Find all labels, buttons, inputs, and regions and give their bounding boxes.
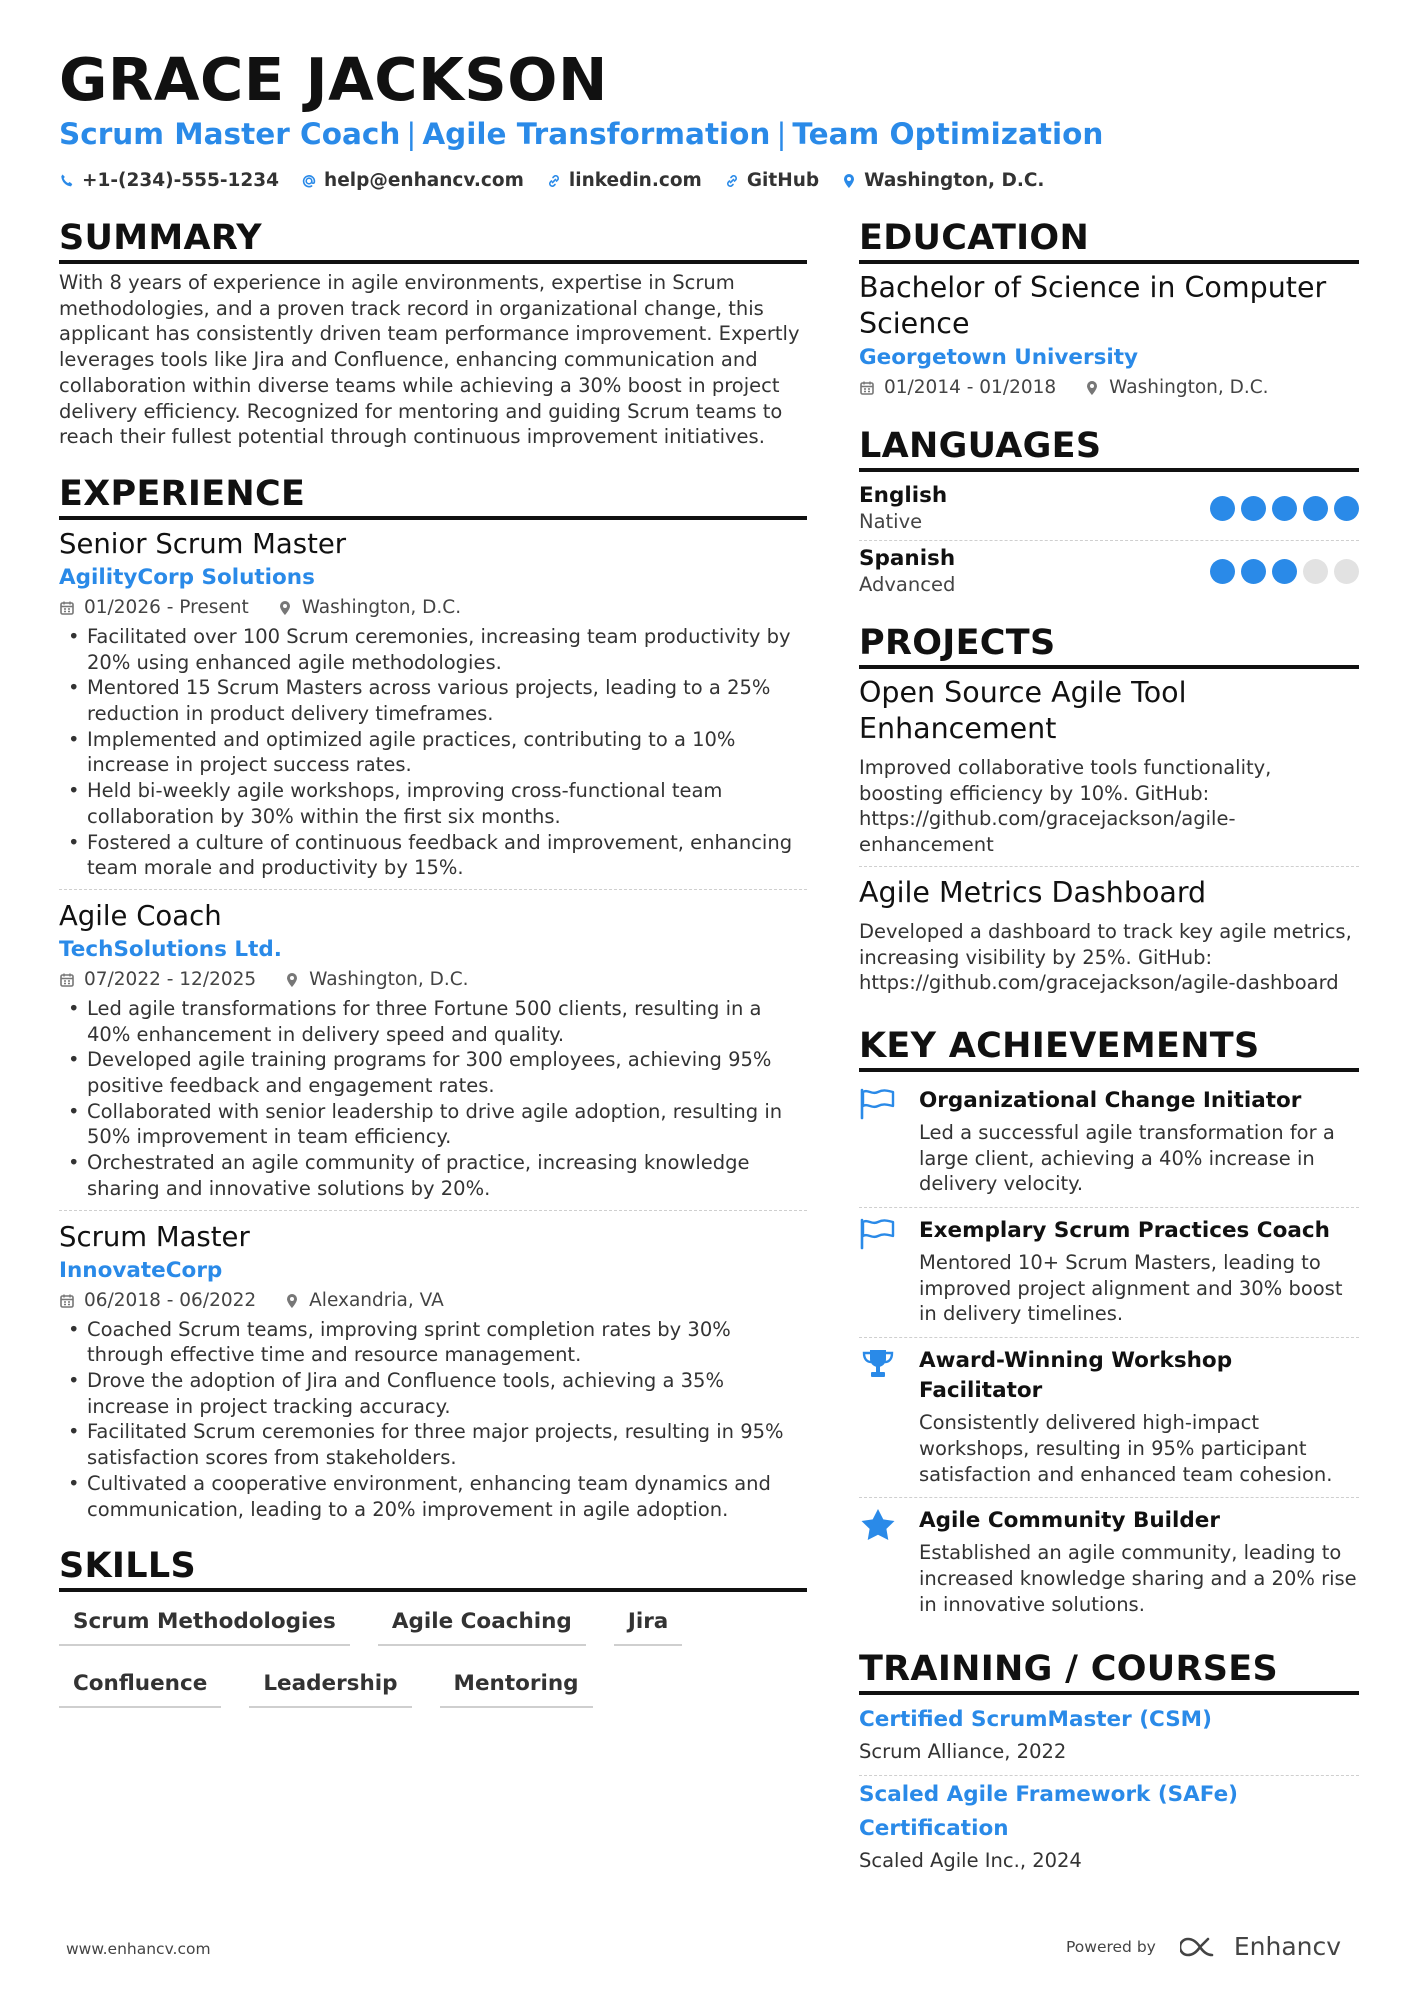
- skill-tag: Confluence: [59, 1664, 221, 1708]
- location-pin-icon: [1084, 380, 1100, 396]
- flag-icon: [859, 1086, 899, 1120]
- skill-tag: Mentoring: [440, 1664, 593, 1708]
- achievement-title: Organizational Change Initiator: [919, 1087, 1302, 1113]
- education-degree: Bachelor of Science in Computer Science: [859, 271, 1327, 340]
- at-icon: [301, 173, 317, 189]
- language-rating: [1210, 496, 1359, 521]
- candidate-title: [59, 114, 1103, 154]
- job-location-text: Alexandria, VA: [309, 1289, 444, 1311]
- contact-list: [59, 168, 1044, 194]
- projects-section: [859, 621, 1359, 1004]
- achievements-section: [859, 1024, 1359, 1627]
- training-heading: TRAINING / COURSES: [859, 1647, 1359, 1695]
- project-description: Developed a dashboard to track key agile metrics, increasing visibility by 25%. GitHub: https://github.com/gracejackson/agile-dashboard: [859, 919, 1352, 995]
- phone-icon: [59, 173, 75, 189]
- calendar-icon: [859, 380, 875, 396]
- title-part: Agile Transformation: [422, 117, 771, 151]
- projects-heading: PROJECTS: [859, 621, 1359, 669]
- job-bullet: • Facilitated Scrum ceremonies for three major projects, resulting in 95% satisfaction scores from stakeholders.: [59, 1419, 807, 1470]
- job-company: InnovateCorp: [59, 1257, 223, 1283]
- achievement-body: [919, 1086, 1359, 1197]
- job-bullet: • Coached Scrum teams, improving sprint completion rates by 30% through effective time and resource management.: [59, 1317, 807, 1368]
- job-bullet: • Fostered a culture of continuous feedback and improvement, enhancing team morale and productivity by 15%.: [59, 830, 807, 881]
- job-meta: [59, 594, 807, 622]
- brand-logo[interactable]: [1180, 1932, 1341, 1961]
- skill-tag: Scrum Methodologies: [59, 1602, 350, 1646]
- language-row: [859, 541, 1359, 603]
- job-location: [284, 966, 468, 994]
- skill-tag: Jira: [614, 1602, 682, 1646]
- job-title: Senior Scrum Master: [59, 527, 347, 560]
- job-dates: [59, 966, 256, 994]
- job-bullet: • Led agile transformations for three Fortune 500 clients, resulting in a 40% enhancement in delivery speed and quality.: [59, 996, 807, 1047]
- course-org: Scrum Alliance, 2022: [859, 1740, 1067, 1764]
- job-bullets: [59, 1317, 807, 1523]
- language-rating: [1210, 559, 1359, 584]
- left-column: [59, 216, 807, 1708]
- contact-linkedin[interactable]: [546, 168, 702, 194]
- education-location: [1084, 374, 1268, 402]
- achievement-entry: [859, 1208, 1359, 1338]
- achievement-body: [919, 1506, 1359, 1617]
- calendar-icon: [59, 600, 75, 616]
- skills-section: [59, 1544, 807, 1708]
- job-bullet: • Collaborated with senior leadership to drive agile adoption, resulting in 50% improvement in team efficiency.: [59, 1099, 807, 1150]
- trophy-icon: [859, 1346, 899, 1380]
- contact-location: [841, 168, 1044, 194]
- achievement-description: Consistently delivered high-impact workshops, resulting in 95% participant satisfaction and enhanced team cohesion.: [919, 1411, 1333, 1486]
- education-heading: EDUCATION: [859, 216, 1359, 264]
- calendar-icon: [59, 972, 75, 988]
- job-location: [284, 1287, 444, 1315]
- rating-dot-filled: [1210, 496, 1235, 521]
- title-separator: |: [406, 117, 417, 151]
- job-bullets: [59, 624, 807, 881]
- language-info: [859, 545, 955, 597]
- course-name: Certified ScrumMaster (CSM): [859, 1707, 1212, 1733]
- enhancv-logo-icon: [1180, 1935, 1226, 1959]
- rating-dot-filled: [1303, 496, 1328, 521]
- right-column: [859, 216, 1359, 1884]
- achievement-title: Agile Community Builder: [919, 1508, 1220, 1534]
- job-entry: [59, 898, 807, 1211]
- achievement-description: Mentored 10+ Scrum Masters, leading to improved project alignment and 30% boost in delivery timelines.: [919, 1251, 1343, 1326]
- job-bullet: • Mentored 15 Scrum Masters across various projects, leading to a 25% reduction in product delivery timeframes.: [59, 675, 807, 726]
- course-org: Scaled Agile Inc., 2024: [859, 1849, 1082, 1873]
- brand-name: Enhancv: [1233, 1932, 1342, 1961]
- rating-dot-filled: [1272, 559, 1297, 584]
- contact-phone-text: +1-(234)-555-1234: [82, 170, 280, 191]
- location-pin-icon: [277, 600, 293, 616]
- languages-heading: LANGUAGES: [859, 424, 1359, 472]
- language-name: Spanish: [859, 546, 956, 571]
- rating-dot-filled: [1210, 559, 1235, 584]
- education-meta: [859, 374, 1359, 402]
- language-level: Advanced: [859, 573, 956, 596]
- job-company: TechSolutions Ltd.: [59, 936, 282, 962]
- language-name: English: [859, 483, 948, 508]
- rating-dot-filled: [1241, 496, 1266, 521]
- job-bullet: • Held bi-weekly agile workshops, improving cross-functional team collaboration by 30% within the first six months.: [59, 778, 807, 829]
- rating-dot-empty: [1303, 559, 1328, 584]
- project-title: Open Source Agile Tool Enhancement: [859, 676, 1187, 745]
- skill-tag: Leadership: [249, 1664, 411, 1708]
- contact-linkedin-text: linkedin.com: [568, 170, 702, 191]
- experience-section: [59, 472, 807, 1530]
- education-section: [859, 216, 1359, 402]
- achievement-entry: [859, 1078, 1359, 1208]
- languages-section: [859, 424, 1359, 603]
- language-row: [859, 478, 1359, 541]
- skills-list: [59, 1602, 807, 1708]
- achievement-entry: [859, 1338, 1359, 1498]
- job-company: AgilityCorp Solutions: [59, 564, 315, 590]
- rating-dot-filled: [1272, 496, 1297, 521]
- job-title: Agile Coach: [59, 899, 222, 932]
- course-entry: [859, 1776, 1359, 1884]
- achievement-entry: [859, 1498, 1359, 1627]
- achievement-body: [919, 1216, 1359, 1327]
- rating-dot-empty: [1334, 559, 1359, 584]
- title-part: Scrum Master Coach: [59, 117, 401, 151]
- title-separator: |: [776, 117, 787, 151]
- summary-heading: SUMMARY: [59, 216, 807, 264]
- job-meta: [59, 1287, 807, 1315]
- language-info: [859, 482, 947, 534]
- summary-section: [59, 216, 807, 450]
- rating-dot-filled: [1334, 496, 1359, 521]
- star-icon: [859, 1506, 899, 1540]
- job-dates-text: 01/2026 - Present: [84, 596, 249, 618]
- job-entry: [59, 1219, 807, 1531]
- contact-email[interactable]: [301, 168, 524, 194]
- skills-heading: SKILLS: [59, 1544, 807, 1592]
- title-part: Team Optimization: [792, 117, 1104, 151]
- link-icon: [724, 173, 740, 189]
- education-dates-text: 01/2014 - 01/2018: [884, 377, 1057, 398]
- job-bullets: [59, 996, 807, 1202]
- project-title: Agile Metrics Dashboard: [859, 875, 1207, 909]
- rating-dot-filled: [1241, 559, 1266, 584]
- skill-tag: Agile Coaching: [378, 1602, 586, 1646]
- project-entry: [859, 675, 1359, 867]
- course-entry: [859, 1701, 1359, 1776]
- job-entry: [59, 526, 807, 890]
- experience-heading: EXPERIENCE: [59, 472, 807, 520]
- contact-github-text: GitHub: [746, 170, 820, 191]
- job-bullet: • Cultivated a cooperative environment, enhancing team dynamics and communication, leading to a 20% improvement in agile adoption.: [59, 1471, 807, 1522]
- achievement-body: [919, 1346, 1359, 1487]
- job-bullet: • Facilitated over 100 Scrum ceremonies, increasing team productivity by 20% using enhanced agile methodologies.: [59, 624, 807, 675]
- footer-branding: [1066, 1932, 1341, 1961]
- job-meta: [59, 966, 807, 994]
- job-dates-text: 07/2022 - 12/2025: [84, 968, 257, 990]
- contact-email-text: help@enhancv.com: [324, 170, 524, 191]
- job-location: [277, 594, 461, 622]
- contact-location-text: Washington, D.C.: [864, 170, 1045, 191]
- candidate-name: GRACE JACKSON: [59, 45, 608, 114]
- location-pin-icon: [841, 173, 857, 189]
- powered-by-label: Powered by: [1066, 1937, 1156, 1956]
- job-dates: [59, 1287, 256, 1315]
- training-section: [859, 1647, 1359, 1884]
- job-bullet: • Implemented and optimized agile practices, contributing to a 10% increase in project success rates.: [59, 727, 807, 778]
- education-dates: [859, 374, 1056, 402]
- footer-website[interactable]: www.enhancv.com: [66, 1940, 211, 1958]
- contact-phone[interactable]: [59, 168, 279, 194]
- location-pin-icon: [284, 972, 300, 988]
- project-description: Improved collaborative tools functionality, boosting efficiency by 10%. GitHub: https://github.com/gracejackson/agile-enhancement: [859, 756, 1272, 857]
- job-location-text: Washington, D.C.: [301, 596, 462, 618]
- education-school: Georgetown University: [859, 345, 1139, 370]
- contact-github[interactable]: [724, 168, 819, 194]
- achievement-title: Award-Winning Workshop Facilitator: [919, 1348, 1233, 1404]
- education-location-text: Washington, D.C.: [1109, 377, 1269, 398]
- job-bullet: • Drove the adoption of Jira and Confluence tools, achieving a 35% increase in project tracking accuracy.: [59, 1368, 807, 1419]
- link-icon: [546, 173, 562, 189]
- achievement-title: Exemplary Scrum Practices Coach: [919, 1218, 1330, 1244]
- course-name: Scaled Agile Framework (SAFe) Certification: [859, 1782, 1239, 1842]
- location-pin-icon: [284, 1293, 300, 1309]
- job-bullet: • Orchestrated an agile community of practice, increasing knowledge sharing and innovative solutions by 20%.: [59, 1150, 807, 1201]
- job-bullet: • Developed agile training programs for 300 employees, achieving 95% positive feedback and engagement rates.: [59, 1047, 807, 1098]
- summary-text: With 8 years of experience in agile environments, expertise in Scrum methodologies, and a proven track record in organizational change, this applicant has consistently driven team performance improvement. Expertly leverages tools like Jira and Confluence, enhancing communication and collaboration within diverse teams while achieving a 30% boost in project delivery efficiency. Recognized for mentoring and guiding Scrum teams to reach their fullest potential through continuous improvement initiatives.: [59, 271, 800, 449]
- language-level: Native: [859, 510, 923, 533]
- achievement-description: Led a successful agile transformation for a large client, achieving a 40% increase in delivery velocity.: [919, 1120, 1335, 1196]
- job-dates: [59, 594, 249, 622]
- job-dates-text: 06/2018 - 06/2022: [84, 1289, 257, 1311]
- project-entry: [859, 875, 1359, 1004]
- achievement-description: Established an agile community, leading to increased knowledge sharing and a 20% rise in innovative solutions.: [919, 1541, 1357, 1616]
- calendar-icon: [59, 1293, 75, 1309]
- flag-icon: [859, 1216, 899, 1250]
- job-title: Scrum Master: [59, 1220, 250, 1253]
- job-location-text: Washington, D.C.: [309, 968, 469, 990]
- achievements-heading: KEY ACHIEVEMENTS: [859, 1024, 1359, 1072]
